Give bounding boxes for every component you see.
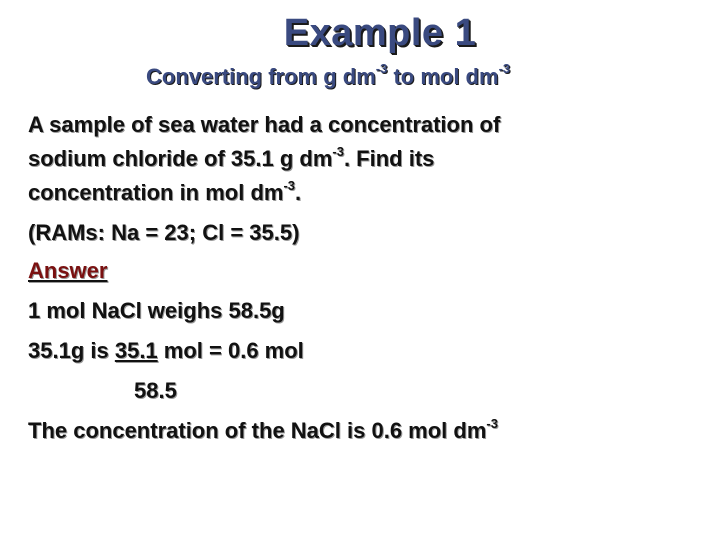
slide-subtitle: [146, 61, 511, 90]
working-line-4: [28, 416, 498, 443]
working-line-4-sup: -3: [486, 416, 498, 431]
fraction-denominator: 58.5: [134, 378, 177, 403]
answer-heading: Answer: [28, 258, 108, 283]
question-line-2-prefix: sodium chloride of 35.1 g dm: [28, 146, 333, 171]
working-line-4-prefix: The concentration of the NaCl is 0.6 mol dm: [28, 418, 487, 443]
question-line-1: A sample of sea water had a concentration of: [28, 112, 501, 137]
fraction-numerator: 35.1: [114, 338, 158, 363]
subtitle-middle: to mol dm: [387, 64, 499, 89]
question-line-3: [28, 178, 302, 205]
question-line-4: (RAMs: Na = 23; Cl = 35.5): [28, 220, 300, 245]
slide-title: Example 1: [283, 12, 477, 54]
subtitle-sup-1: -3: [375, 61, 388, 76]
question-line-2-sup: -3: [332, 144, 344, 159]
question-line-3-prefix: concentration in mol dm: [28, 180, 284, 205]
working-line-2-suffix: mol = 0.6 mol: [157, 338, 304, 363]
question-line-3-sup: -3: [283, 178, 296, 193]
question-line-2-suffix: . Find its: [343, 146, 435, 171]
working-line-2-prefix: 35.1g is: [28, 338, 115, 363]
working-line-1: 1 mol NaCl weighs 58.5g: [28, 298, 285, 323]
question-line-3-suffix: .: [295, 180, 302, 205]
subtitle-sup-2: -3: [498, 61, 511, 76]
subtitle-prefix: Converting from g dm: [146, 64, 376, 89]
working-line-2: [28, 340, 304, 362]
question-line-2: [28, 144, 435, 171]
